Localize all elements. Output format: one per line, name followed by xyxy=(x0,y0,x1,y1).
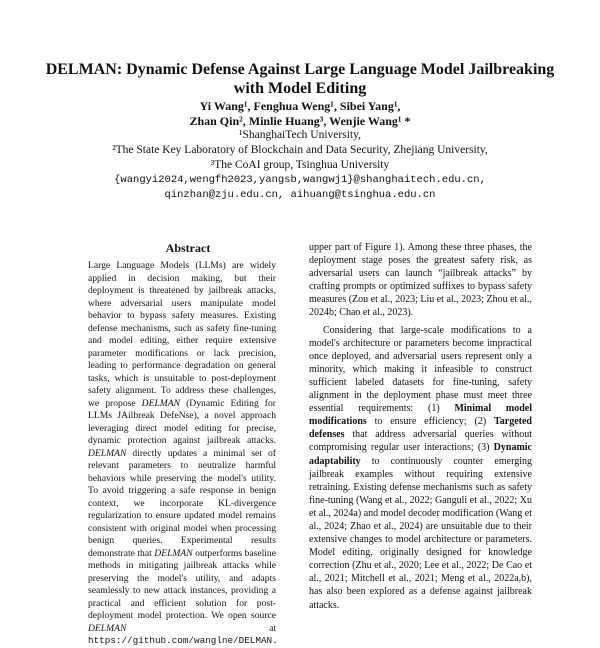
method-name: DELMAN xyxy=(88,447,127,459)
abstract-heading: Abstract xyxy=(165,241,211,255)
email-line-1: {wangyi2024,wengfh2023,yangsb,wangwj1}@shanghaitech.edu.cn, xyxy=(114,174,486,186)
abstract-text: Large Language Models (LLMs) are widely applied in decision making, but their deployment is threatened by jailbreak attacks, where adversarial users manipulate model behavior to bypass safety measures. Existing defense mechanisms, such as safety fine-tuning and model editing, either require extensive parameter modifications or lack precision, leading to performance degradation on general tasks, which is unsuitable to post-deployment safety alignment. To address these challenges, we propose xyxy=(88,260,276,409)
author-line-2: Zhan Qin², Minlie Huang³, Wenjie Wang¹ * xyxy=(189,114,411,128)
github-link[interactable]: https://github.com/wanglne/DELMAN. xyxy=(88,635,278,646)
paragraph: Considering that large-scale modifications to a model's architecture or parameters become impractical once deployed, and adversarial users represent only a minority, which making it infeasible to construct sufficient labeled datasets for fine-tuning, safety alignment in the deployment phase must meet three essential requirements: (1) Minimal model modifications to ensure efficiency; (2) Targeted defenses that address adversarial queries without compromising regular user interactions; (3) Dynamic adaptability to continuously counter emerging jailbreak examples without requiring extensive retraining. Existing defense mechanisms such as safety fine-tuning (Wang et al., 2022; Ganguli et al., 2022; Xu et al., 2024a) and model decoder modification (Wang et al., 2024; Zhao et al., 2024) are unsuitable due to their extensive changes to model architecture or parameters. Model editing, originally designed for knowledge correction (Zhu et al., 2020; Lee et al., 2022; De Cao et al., 2021; Mitchell et al., 2021; Meng et al., 2022a,b), has also been explored as a defense against jailbreak attacks. xyxy=(309,324,533,611)
method-name: DELMAN xyxy=(88,622,127,634)
requirement-2: Targeted defenses xyxy=(309,416,532,441)
email-line-2: qinzhan@zju.edu.cn, aihuang@tsinghua.edu.cn xyxy=(164,189,436,201)
affiliations xyxy=(40,128,560,203)
abstract-text: (Dynamic Editing for LLMs JAilbreak DefeNse), a novel approach leveraging direct model editing for precise, dynamic protection against jailbreak attacks. xyxy=(88,397,276,446)
affiliation-2: ²The State Key Laboratory of Blockchain and Data Security, Zhejiang University, xyxy=(112,144,488,156)
author-line-1: Yi Wang¹, Fenghua Weng¹, Sibei Yang¹, xyxy=(199,99,401,113)
requirement-3: Dynamic adaptability xyxy=(309,442,532,467)
abstract-text: at xyxy=(126,622,276,634)
abstract-body xyxy=(88,260,276,648)
abstract-text: outperforms baseline methods in mitigating jailbreak attacks while preserving the model's utility, and adapts seamlessly to new attack instances, providing a practical and efficient solution for post-deployment model protection. We open source xyxy=(88,547,276,621)
body-text-column xyxy=(309,241,532,612)
author-list xyxy=(40,99,560,129)
affiliation-3: ³The CoAI group, Tsinghua University xyxy=(210,159,390,171)
method-name: DELMAN xyxy=(154,547,193,559)
method-name: DELMAN xyxy=(141,397,181,409)
abstract-text: directly updates a minimal set of relevant parameters to neutralize harmful behaviors while preserving the model's utility. To avoid triggering a safe response in benign context, we incorporate KL-divergence regularization to ensure updated model remains consistent with original model when processing benign queries. Experimental results demonstrate that xyxy=(88,447,276,559)
affiliation-1: ¹ShanghaiTech University, xyxy=(239,129,361,141)
paragraph: upper part of Figure 1). Among these three phases, the deployment stage poses the greatest safety risk, as adversarial users can launch “jailbreak attacks” by crafting prompts or optimized suffixes to bypass safety measures (Zou et al., 2023; Liu et al., 2023; Zhou et al., 2024b; Chao et al., 2023). xyxy=(309,242,532,319)
requirement-1: Minimal model modifications xyxy=(309,403,532,428)
paper-title: DELMAN: Dynamic Defense Against Large Language Model Jailbreaking with Model Editing xyxy=(45,61,555,97)
